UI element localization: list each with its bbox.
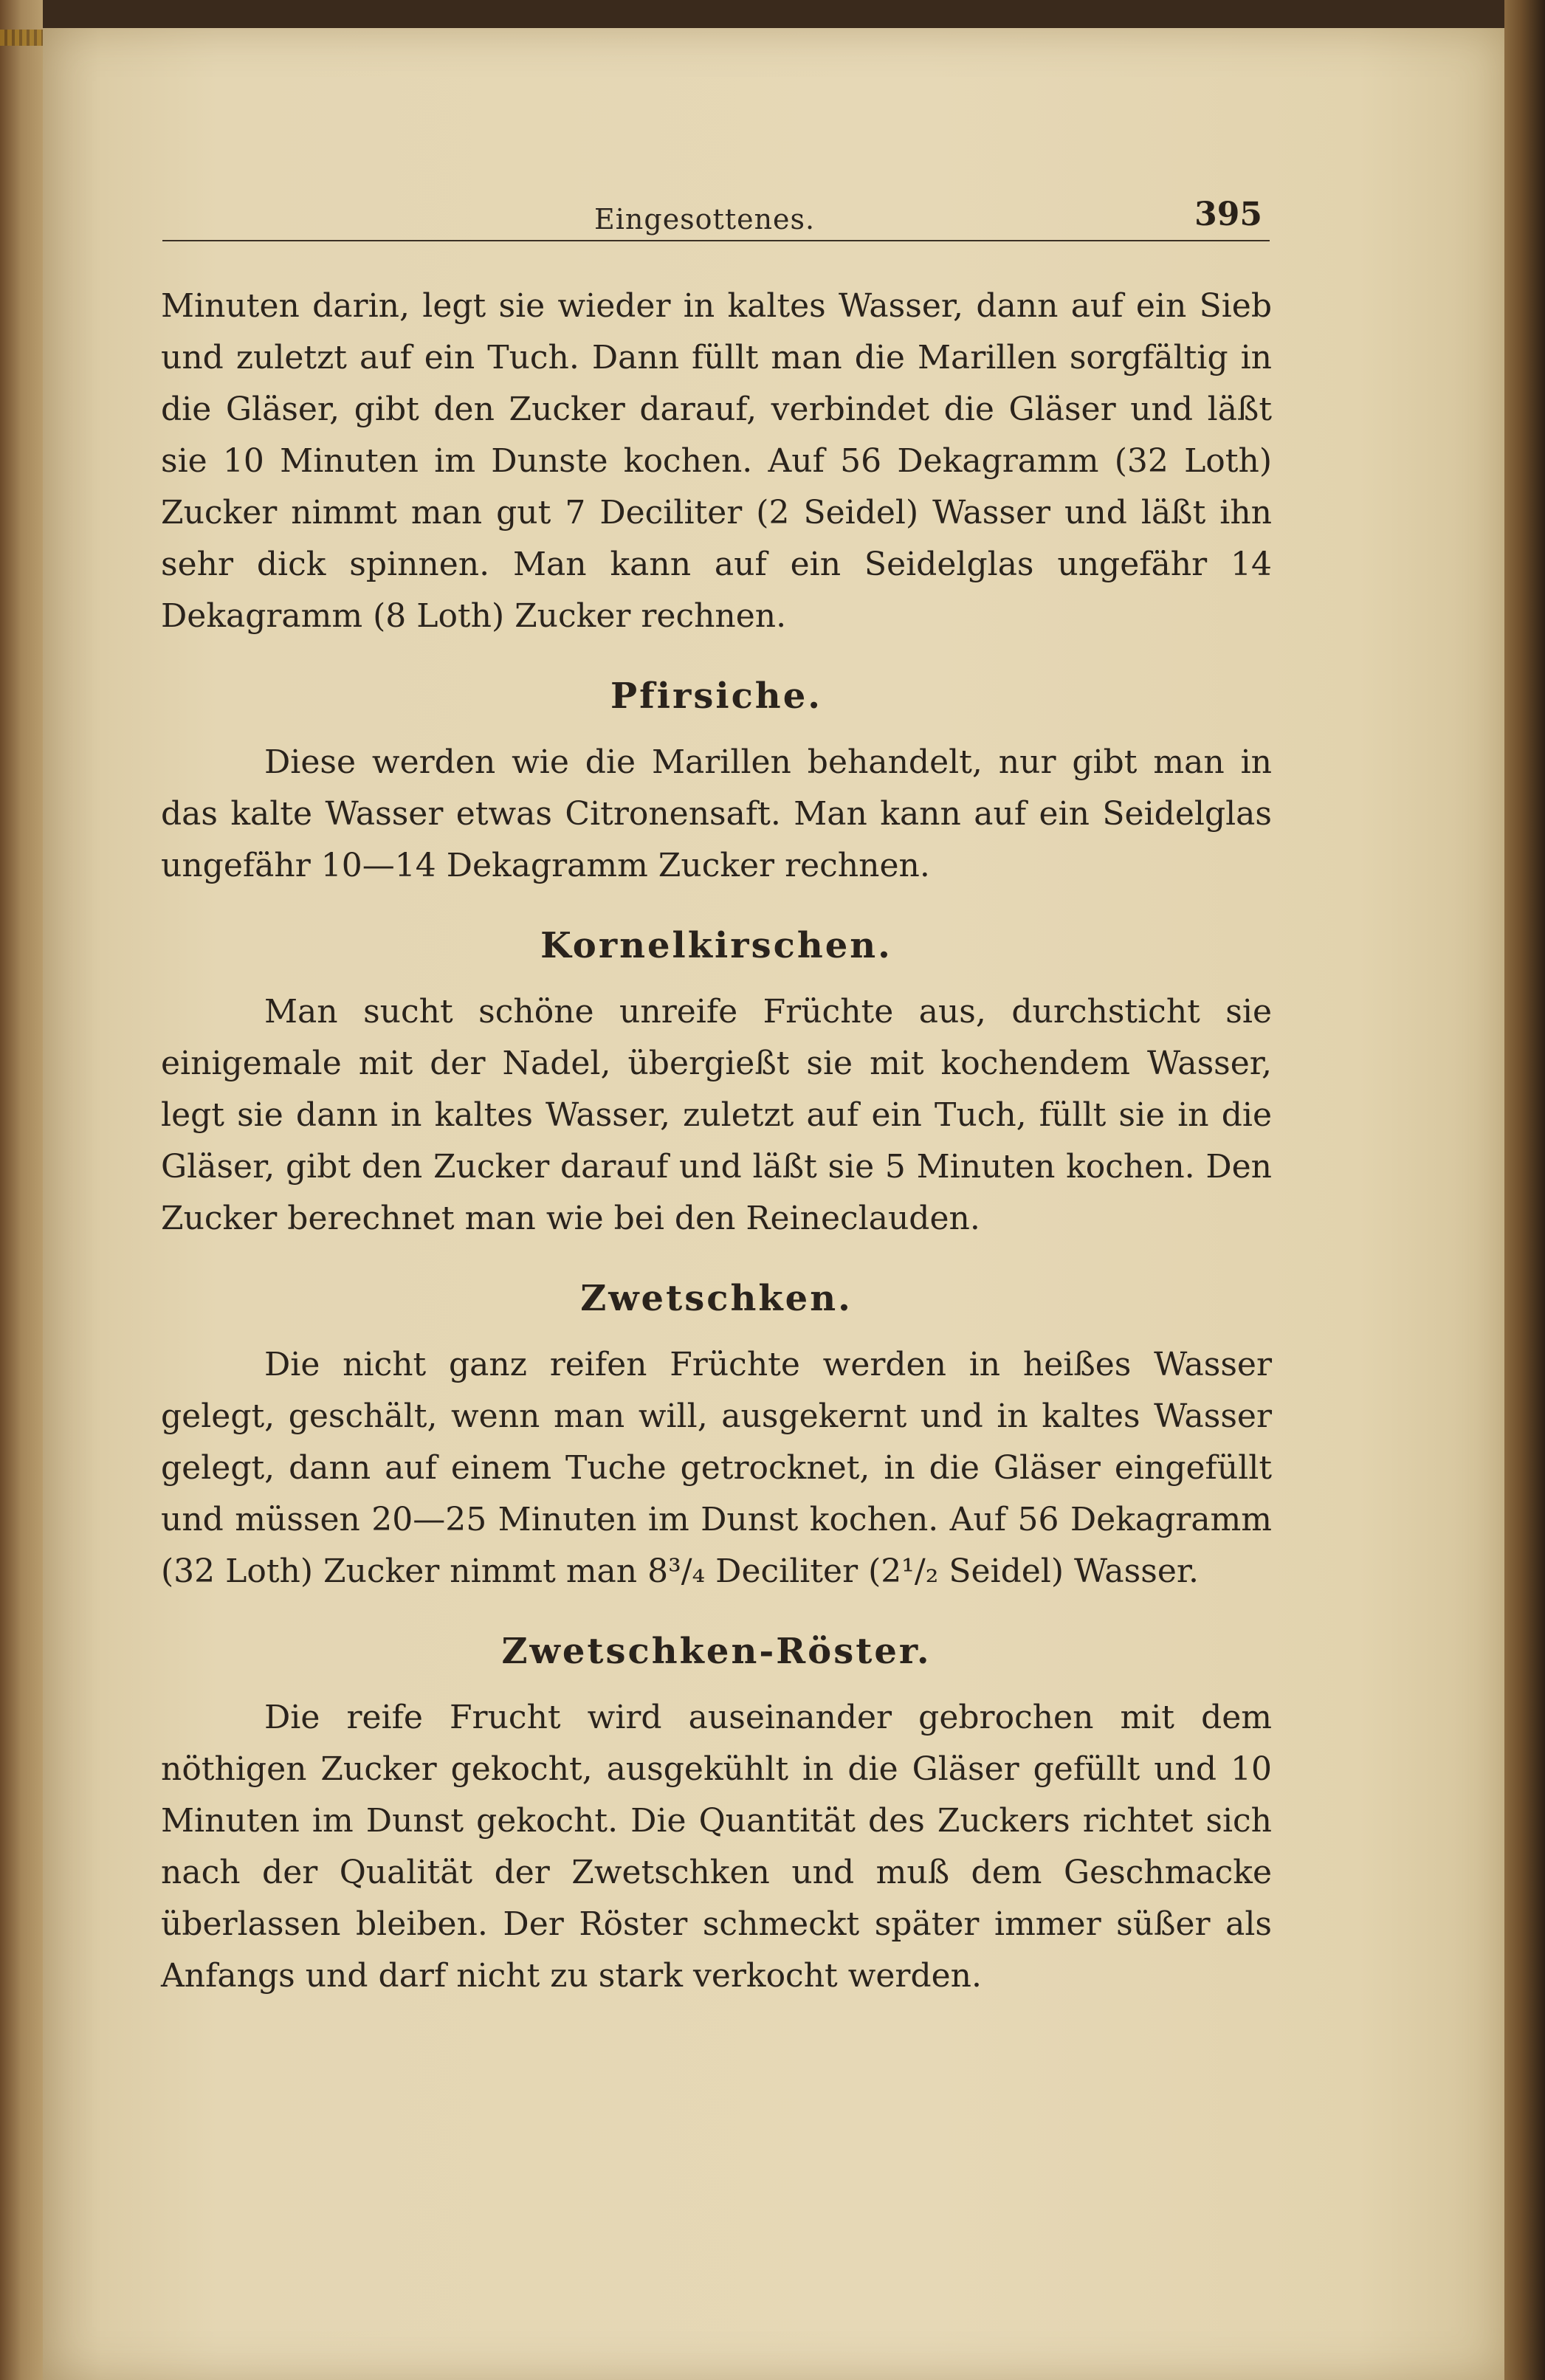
page-number: 395 [1194,196,1262,233]
pfirsiche-paragraph: Diese werden wie die Marillen behandelt, nur gibt man in das kalte Wasser etwas Citronensaft. Man kann auf ein Seidelglas ungefähr 10—14 Dekagramm Zucker rechnen. [161,743,1272,884]
heading-zwetschken: Zwetschken. [580,1278,853,1319]
kornelkirschen-paragraph: Man sucht schöne unreife Früchte aus, durchsticht sie einigemale mit der Nadel, übergießt sie mit kochendem Wasser, legt sie dann in kaltes Wasser, zuletzt auf ein Tuch, füllt sie in die Gläser, gibt den Zucker darauf und läßt sie 5 Minuten kochen. Den Zucker berechnet man wie bei den Reineclauden. [161,993,1272,1237]
zwetschken-paragraph: Die nicht ganz reifen Früchte werden in heißes Wasser gelegt, geschält, wenn man will, ausgekernt und in kaltes Wasser gelegt, dann auf einem Tuche getrocknet, in die Gläser eingefüllt und müssen 20—25 Minuten im Dunst kochen. Auf 56 Dekagramm (32 Loth) Zucker nimmt man 8³/₄ Deciliter (2¹/₂ Seidel) Wasser. [161,1346,1272,1590]
page-edge [1504,0,1545,2380]
heading-pfirsiche: Pfirsiche. [610,675,822,717]
intro-paragraph: Minuten darin, legt sie wieder in kaltes Wasser, dann auf ein Sieb und zuletzt auf ein Tuch. Dann füllt man die Marillen sorgfältig in die Gläser, gibt den Zucker darauf, verbindet die Gläser und läßt sie 10 Minuten im Dunste kochen. Auf 56 Dekagramm (32 Loth) Zucker nimmt man gut 7 Deciliter (2 Seidel) Wasser und läßt ihn sehr dick spinnen. Man kann auf ein Seidelglas ungefähr 14 Dekagramm (8 Loth) Zucker rechnen. [161,287,1272,635]
heading-zwetschken-roester: Zwetschken-Röster. [501,1631,932,1672]
page-body [161,281,1272,2002]
heading-kornelkirschen: Kornelkirschen. [540,925,892,966]
running-head: Eingesottenes. [594,203,816,235]
roester-paragraph: Die reife Frucht wird auseinander gebrochen mit dem nöthigen Zucker gekocht, ausgekühlt in die Gläser gefüllt und 10 Minuten im Dunst gekocht. Die Quantität des Zuckers richtet sich nach der Qualität der Zwetschken und muß dem Geschmacke überlassen bleiben. Der Röster schmeckt später immer süßer als Anfangs und darf nicht zu stark verkocht werden. [161,1699,1272,1995]
book-gutter [0,0,43,2380]
page-header [162,188,1270,241]
